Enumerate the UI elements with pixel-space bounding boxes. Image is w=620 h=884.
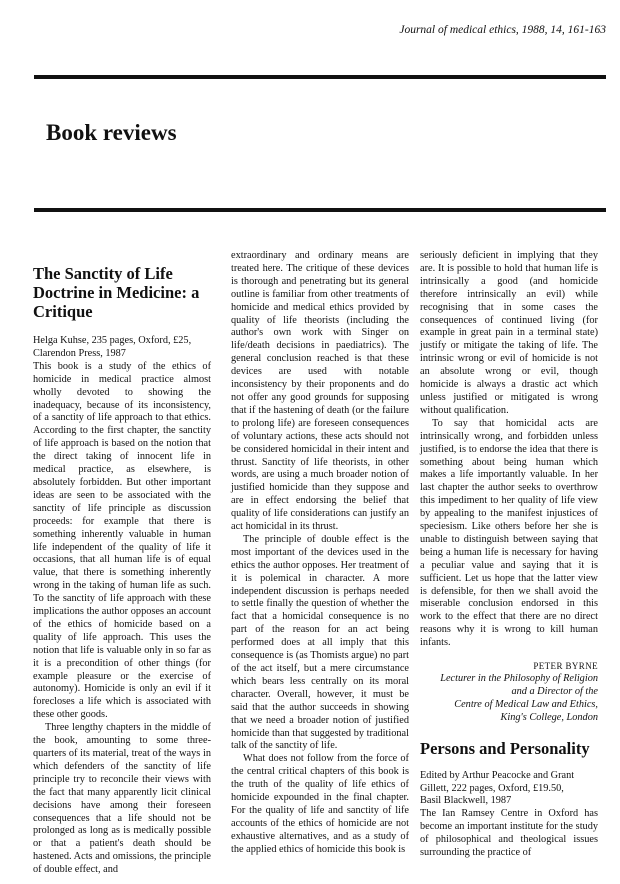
body-paragraph: extraordinary and ordinary means are treated here. The critique of these devices is thorough and penetrating but its general outline is familiar from other treatments of homicide and medical ethics provided by quality of life theorists (including the author's own work with Singer on life/death decisions in paediatrics). The general conclusion reached is that these devices are used with notable inconsistency by their proponents and do not offer any good grounds for supposing that if the hastening of death (or the failure to prolong life) are foreseen consequences of voluntary actions, these acts should not be considered homicidal in their intent and thrust. Sanctity of life theorists, in other words, are using a much broader notion of justified homicide than they suppose and are in effect endorsing the belief that quality of life considerations can justify an act homicidal in its thrust. <box>231 250 409 533</box>
body-paragraph: The principle of double effect is the most important of the devices used in the ethics the author opposes. Her treatment of it is polemical in character. A more independent discussion is perhaps needed to settle finally the question of whether the fact that a homicidal consequence is no part of the reason for an act being performed does at all imply that this consequence is (as Thomists argue) no part of the act itself, but a mere circumstance which bears less centrally on its moral character. Overall, however, it must be said that the author succeeds in showing that we need a broader notion of justified homicide than that suggested by traditional talk of the sanctity of life. <box>231 533 409 752</box>
biblio-line: Gillett, 222 pages, Oxford, £19.50, <box>420 782 564 794</box>
book-bibliography <box>420 770 598 809</box>
journal-citation: Journal of medical ethics, 1988, 14, 161-163 <box>399 24 606 36</box>
reviewer-name: PETER BYRNE <box>533 661 598 672</box>
column-1 <box>33 250 211 877</box>
column-2 <box>231 250 409 857</box>
body-paragraph: seriously deficient in implying that they are. It is possible to hold that human life is intrinsically a good (and homicide therefore intrinsically an evil) while recognising that in some cases the consequences of continued living (for example in great pain in a terminal state) justify or mitigate the taking of life. The intrinsic wrong or evil of homicide is not an absolute wrong or evil, though homicide is always a drastic act which unless justified or mitigated is wrong without qualification. <box>420 250 598 416</box>
biblio-line: Edited by Arthur Peacocke and Grant <box>420 769 575 781</box>
reviewer-signature <box>420 660 598 725</box>
body-paragraph: What does not follow from the force of the central critical chapters of this book is the truth of the quality of life ethics of homicide expounded in the final chapter. For the quality of life and sanctity of life accounts of the ethics of homicide are not exhaustive alternatives, and as a study of the applied ethics of homicide this book is <box>231 753 409 855</box>
review-title: The Sanctity of Life Doctrine in Medicine: a Critique <box>33 264 200 321</box>
section-title: Book reviews <box>46 120 177 145</box>
review-title: Persons and Personality <box>420 738 590 758</box>
reviewer-affiliation: and a Director of the <box>511 685 598 697</box>
body-paragraph: The Ian Ramsey Centre in Oxford has become an important institute for the study of philosophical and theological issues surrounding the practice of <box>420 808 598 859</box>
biblio-line: Basil Blackwell, 1987 <box>420 795 512 807</box>
biblio-line: Clarendon Press, 1987 <box>33 347 126 359</box>
book-bibliography <box>33 335 211 361</box>
column-3 <box>420 250 598 860</box>
reviewer-affiliation: Lecturer in the Philosophy of Religion <box>440 673 598 684</box>
body-paragraph: Three lengthy chapters in the middle of the book, amounting to some three-quarters of its material, treat of the ways in which defenders of the sanctity of life principle try to reconcile their views with the fact that many apparently licit clinical decisions have among their foreseen consequences that a life should not be prolonged as long as is medically possible or that a patient's death should be hastened. Acts and omissions, the principle of double effect, and <box>33 722 211 876</box>
body-paragraph: This book is a study of the ethics of homicide in medical practice almost wholly devoted to showing the inadequacy, because of its inconsistency, of a sanctity of life approach to that ethics. According to the first chapter, the sanctity of life approach is based on the notion that the direct taking of innocent life in medical practice, as elsewhere, is absolutely forbidden. But other important ideas are seen to be associated with the sanctity of life principle as discussion proceeds: for example that there is something inherently valuable in human life independent of the quality of life it occasions, that all human life is of equal value, that there is something inherently wrong in the taking of human life as such. To the sanctity of life approach with these implications the author opposes an account of the ethics of homicide based on a quality of life approach. This uses the notion that life is valuable only in so far as it is a precondition of other things (for example pleasure or the exercise of autonomy). Homicide is only an evil if it forecloses a life which is associated with these other goods. <box>33 360 211 721</box>
biblio-line: Helga Kuhse, 235 pages, Oxford, £25, <box>33 335 192 346</box>
section-rule <box>34 208 606 212</box>
reviewer-affiliation: King's College, London <box>500 711 598 723</box>
body-paragraph: To say that homicidal acts are intrinsically wrong, and forbidden unless justified, is to endorse the idea that there is something about being human which makes a life importantly valuable. In her last chapter the author seeks to overthrow this impediment to her quality of life view by appealing to the manifest injustices of speciesism. Like others before her she is unable to distinguish between saying that being a human life is necessary for having a peculiar value and saying that it is sufficient. Let us hope that the latter view is defensible, for then we shall avoid the miserable conclusion endorsed in this work to the effect that there are no direct reasons why it is wrong to kill human infants. <box>420 417 598 649</box>
reviewer-affiliation: Centre of Medical Law and Ethics, <box>454 698 598 710</box>
top-rule <box>34 75 606 79</box>
